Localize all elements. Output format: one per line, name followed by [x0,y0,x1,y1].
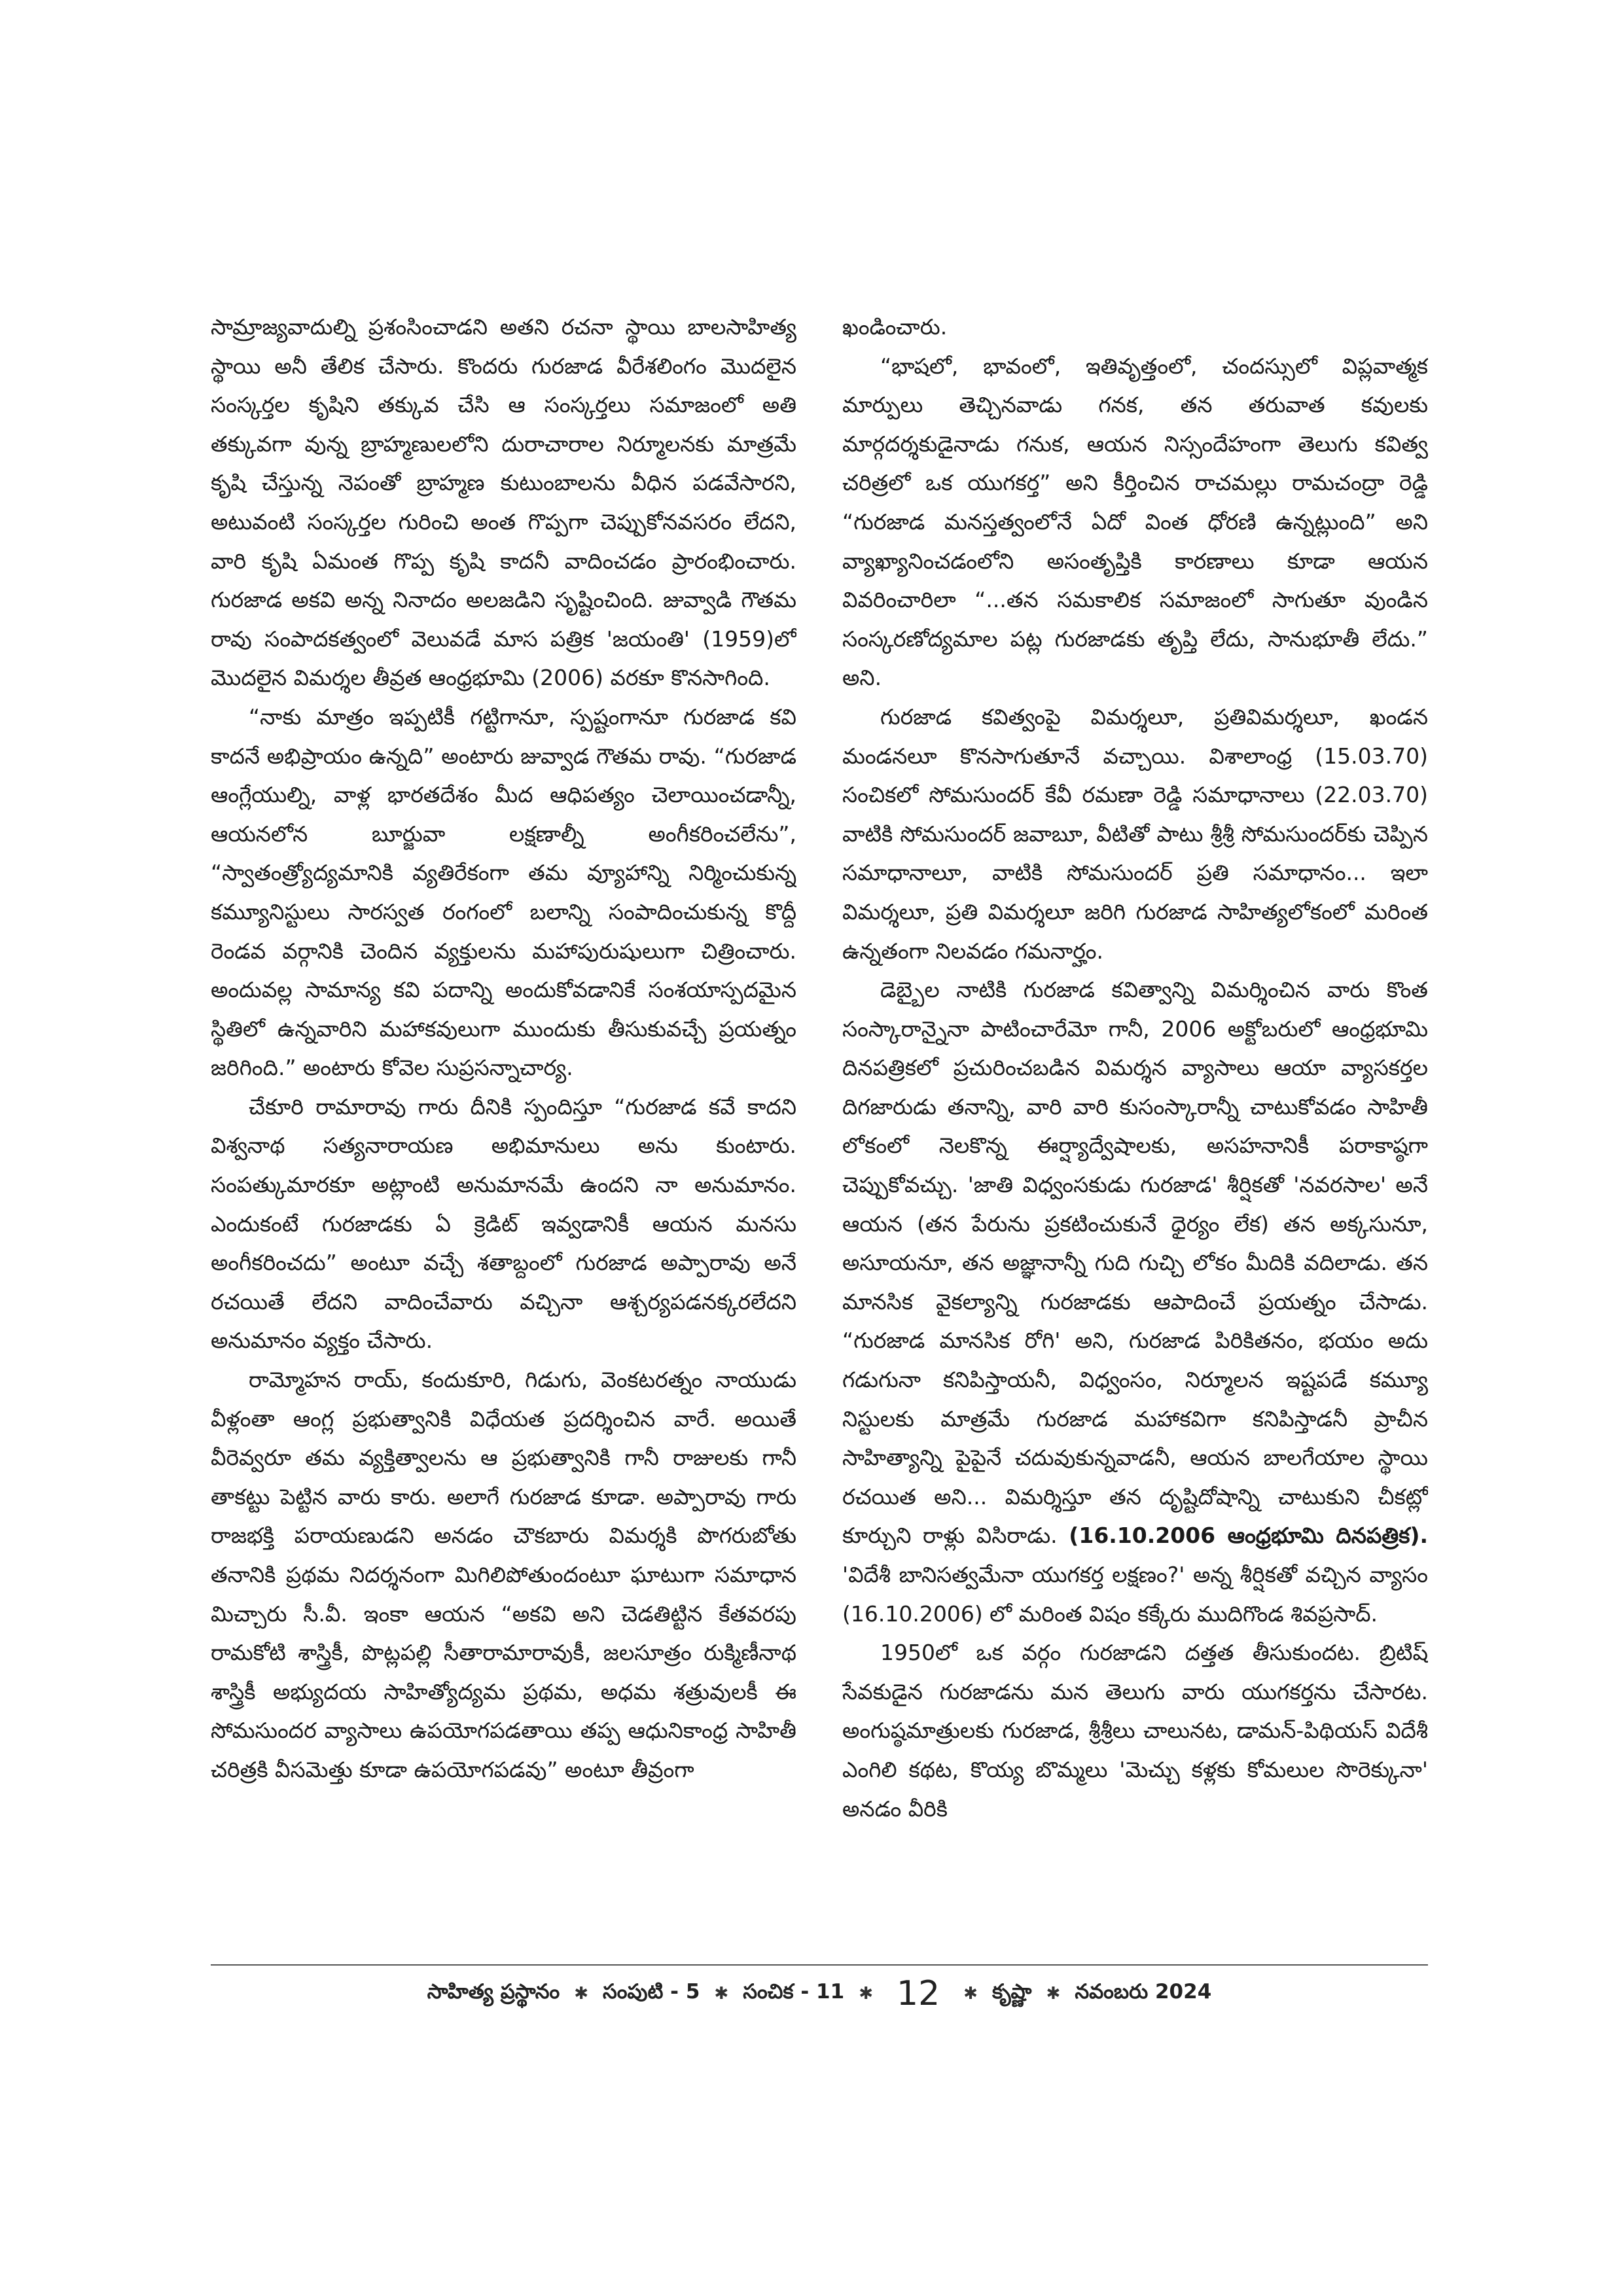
page-footer [211,1971,1428,2017]
separator-icon: ✱ [859,1984,873,2004]
page-number: 12 [897,1974,940,2013]
separator-icon: ✱ [963,1984,978,2004]
right-column [842,308,1428,1930]
paragraph: గురజాడ కవిత్వంపై విమర్శలూ, ప్రతివిమర్శలూ, ఖండన మండనలూ కొనసాగుతూనే వచ్చాయి. విశాలాంధ్ర (15.03.70) సంచికలో సోమసుందర్ కేవీ రమణా రెడ్డి సమాధానాలు (22.03.70) వాటికి సోమసుందర్ జవాబూ, వీటితో పాటు శ్రీశ్రీ సోమసుందర్‌కు చెప్పిన సమాధానాలూ, వాటికి సోమసుందర్ ప్రతి సమాధానం... ఇలా విమర్శలూ, ప్రతి విమర్శలూ జరిగి గురజాడ సాహిత్యలోకంలో మరింత ఉన్నతంగా నిలవడం గమనార్హం. [842,703,1428,964]
paragraph: “భాషలో, భావంలో, ఇతివృత్తంలో, చందస్సులో విప్లవాత్మక మార్పులు తెచ్చినవాడు గనక, తన తరువాత కవులకు మార్గదర్శకుడైనాడు గనుక, ఆయన నిస్సందేహంగా తెలుగు కవిత్వ చరిత్రలో ఒక యుగకర్త” అని కీర్తించిన రాచమల్లు రామచంద్రా రెడ్డి “గురజాడ మనస్తత్వంలోనే ఏదో వింత ధోరణి ఉన్నట్లుంది” అని వ్యాఖ్యానించడంలోని అసంతృప్తికి కారణాలు కూడా ఆయన వివరించారిలా “...తన సమకాలిక సమాజంలో సాగుతూ వుండిన సంస్కరణోద్యమాల పట్ల గురజాడకు తృప్తి లేదు, సానుభూతీ లేదు.” అని. [842,353,1428,691]
article-body [211,308,1428,1930]
separator-icon: ✱ [1046,1984,1061,2004]
paragraph: రామ్మోహన రాయ్, కందుకూరి, గిడుగు, వెంకటరత్నం నాయుడు వీళ్లంతా ఆంగ్ల ప్రభుత్వానికి విధేయత ప్రదర్శించిన వారే. అయితే వీరెవ్వరూ తమ వ్యక్తిత్వాలను ఆ ప్రభుత్వానికి గానీ రాజులకు గానీ తాకట్టు పెట్టిన వారు కారు. అలాగే గురజాడ కూడా. అప్పారావు గారు రాజభక్తి పరాయణుడని అనడం చౌకబారు విమర్శకి పొగరుబోతు తనానికి ప్రథమ నిదర్శనంగా మిగిలిపోతుందంటూ ఘాటుగా సమాధాన మిచ్చారు సీ.వీ. ఇంకా ఆయన “అకవి అని చెడతిట్టిన కేతవరపు రామకోటి శాస్త్రికీ, పొట్లపల్లి సీతారామారావుకీ, జలసూత్రం రుక్మిణీనాథ శాస్త్రికీ అభ్యుదయ సాహిత్యోద్యమ ప్రథమ, అధమ శత్రువులకీ ఈ సోమసుందర వ్యాసాలు ఉపయోగపడతాయి తప్ప ఆధునికాంధ్ర సాహితీ చరిత్రకి వీసమెత్తు కూడా ఉపయోగపడవు” అంటూ తీవ్రంగా [211,1367,796,1782]
separator-icon: ✱ [574,1984,589,2004]
paragraph: 1950లో ఒక వర్గం గురజాడని దత్తత తీసుకుందట. బ్రిటిష్ సేవకుడైన గురజాడను మన తెలుగు వారు యుగకర్తను చేసారట. అంగుష్ఠమాత్రులకు గురజాడ, శ్రీశ్రీలు చాలునట, డామన్-పిథియస్ విదేశీ ఎంగిలి కథట, కొయ్య బొమ్మలు 'మెచ్చు కళ్లకు కోమలుల సొరెక్కునా' అనడం వీరికి [842,1640,1428,1822]
paragraph-text: డెబ్బైల నాటికి గురజాడ కవిత్వాన్ని విమర్శించిన వారు కొంత సంస్కారాన్నైనా పాటించారేమో గానీ, 2006 అక్టోబరులో ఆంధ్రభూమి దినపత్రికలో ప్రచురించబడిన విమర్శన వ్యాసాలు ఆయా వ్యాసకర్తల దిగజారుడు తనాన్ని, వారి వారి కుసంస్కారాన్నీ చాటుకోవడం సాహితీ లోకంలో నెలకొన్న ఈర్ష్యాద్వేషాలకు, అసహనానికీ పరాకాష్ఠగా చెప్పుకోవచ్చు. 'జాతి విధ్వంసకుడు గురజాడ' శీర్షికతో 'నవరసాల' అనే ఆయన (తన పేరును ప్రకటించుకునే ధైర్యం లేక) తన అక్కసునూ, అసూయనూ, తన అజ్ఞానాన్నీ గుది గుచ్చి లోకం మీదికి వదిలాడు. తన మానసిక వైకల్యాన్ని గురజాడకు ఆపాదించే ప్రయత్నం చేసాడు. “గురజాడ మానసిక రోగి' అని, గురజాడ పిరికితనం, భయం అదు గడుగునా కనిపిస్తాయనీ, విధ్వంసం, నిర్మూలన ఇష్టపడే కమ్యూ నిస్టులకు మాత్రమే గురజాడ మహాకవిగా కనిపిస్తాడనీ ప్రాచీన సాహిత్యాన్ని పైపైనే చదువుకున్నవాడనీ, ఆయన బాలగేయాల స్థాయి రచయిత అని... విమర్శిస్తూ తన దృష్టిదోషాన్ని చాటుకుని చీకట్లో కూర్చుని రాళ్లు విసిరాడు. [842,977,1428,1549]
issue-label: సంచిక - 11 [743,1979,845,2004]
issue-date: నవంబరు 2024 [1075,1979,1212,2004]
volume-label: సంపుటి - 5 [603,1979,700,2004]
district-label: కృష్ణా [991,1979,1032,2004]
paragraph [842,970,1428,1633]
paragraph: సామ్రాజ్యవాదుల్ని ప్రశంసించాడని అతని రచనా స్థాయి బాలసాహిత్య స్థాయి అనీ తేలిక చేసారు. కొందరు గురజాడ వీరేశలింగం మొదలైన సంస్కర్తల కృషిని తక్కువ చేసి ఆ సంస్కర్తలు సమాజంలో అతి తక్కువగా వున్న బ్రాహ్మణులలోని దురాచారాల నిర్మూలనకు మాత్రమే కృషి చేస్తున్న నెపంతో బ్రాహ్మణ కుటుంబాలను వీధిన పడవేసారని, అటువంటి సంస్కర్తల గురించి అంత గొప్పగా చెప్పుకోనవసరం లేదని, వారి కృషి ఏమంత గొప్ప కృషి కాదనీ వాదించడం ప్రారంభించారు. గురజాడ అకవి అన్న నినాదం అలజడిని సృష్టించింది. జువ్వాడి గౌతమ రావు సంపాదకత్వంలో వెలువడే మాస పత్రిక 'జయంతి' (1959)లో మొదలైన విమర్శల తీవ్రత ఆంధ్రభూమి (2006) వరకూ కొనసాగింది. [211,314,796,691]
footer-rule [211,1964,1428,1966]
paragraph: “నాకు మాత్రం ఇప్పటికీ గట్టిగానూ, స్పష్టంగానూ గురజాడ కవి కాదనే అభిప్రాయం ఉన్నది” అంటారు జువ్వాడ గౌతమ రావు. “గురజాడ ఆంగ్లేయుల్ని, వాళ్ల భారతదేశం మీద ఆధిపత్యం చెలాయించడాన్నీ, ఆయనలోన బూర్జువా లక్షణాల్నీ అంగీకరించలేను”, “స్వాతంత్ర్యోద్యమానికి వ్యతిరేకంగా తమ వ్యూహాన్ని నిర్మించుకున్న కమ్యూనిస్టులు సారస్వత రంగంలో బలాన్ని సంపాదించుకున్న కొద్దీ రెండవ వర్గానికి చెందిన వ్యక్తులను మహాపురుషులుగా చిత్రించారు. అందువల్ల సామాన్య కవి పదాన్ని అందుకోవడానికే సంశయాస్పదమైన స్థితిలో ఉన్నవారిని మహాకవులుగా ముందుకు తీసుకువచ్చే ప్రయత్నం జరిగింది.” అంటారు కోవెల సుప్రసన్నాచార్య. [211,703,796,1081]
citation: (16.10.2006 ఆంధ్రభూమి దినపత్రిక). [1069,1523,1428,1549]
magazine-name: సాహిత్య ప్రస్థానం [427,1979,560,2004]
paragraph-text: 'విదేశీ బానిసత్వమేనా యుగకర్త లక్షణం?' అన్న శీర్షికతో వచ్చిన వ్యాసం (16.10.2006) లో మరింత విషం కక్కేరు ముదిగొండ శివప్రసాద్. [842,1562,1428,1627]
separator-icon: ✱ [714,1984,729,2004]
left-column [211,308,796,1930]
paragraph: ఖండించారు. [842,314,948,340]
paragraph: చేకూరి రామారావు గారు దీనికి స్పందిస్తూ “గురజాడ కవే కాదని విశ్వనాథ సత్యనారాయణ అభిమానులు అను కుంటారు. సంపత్కుమారకూ అట్లాంటి అనుమానమే ఉందని నా అనుమానం. ఎందుకంటే గురజాడకు ఏ క్రెడిట్ ఇవ్వడానికీ ఆయన మనసు అంగీకరించదు” అంటూ వచ్చే శతాబ్దంలో గురజాడ అప్పారావు అనే రచయితే లేదని వాదించేవారు వచ్చినా ఆశ్చర్యపడనక్కరలేదని అనుమానం వ్యక్తం చేసారు. [211,1093,796,1354]
